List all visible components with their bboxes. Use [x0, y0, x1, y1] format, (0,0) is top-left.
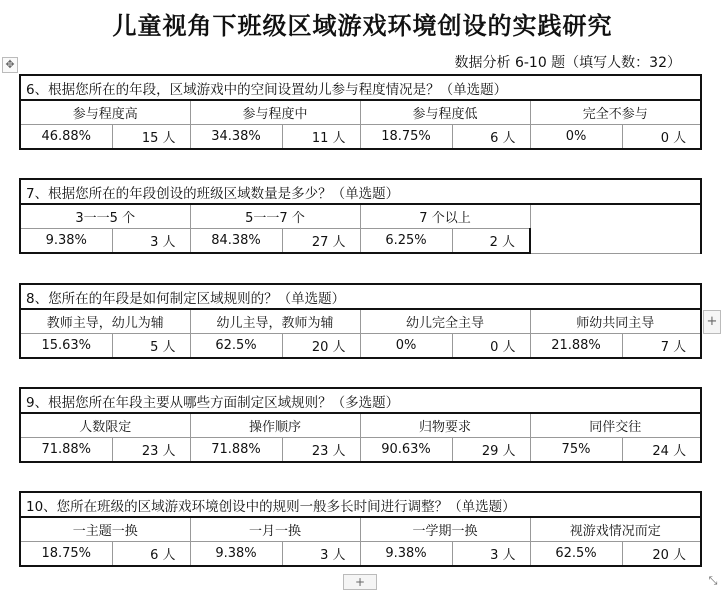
option-count: 27 人 — [282, 229, 360, 254]
question-table-9 — [19, 387, 702, 463]
option-percent: 75% — [530, 438, 622, 463]
option-count: 11 人 — [282, 125, 360, 150]
option-label: 视游戏情况而定 — [530, 517, 701, 542]
table-move-handle-icon[interactable]: ✥ — [2, 57, 18, 73]
option-label: 一月一换 — [190, 517, 360, 542]
option-count: 0 人 — [452, 334, 530, 359]
option-label: 参与程度高 — [20, 100, 190, 125]
option-percent: 84.38% — [190, 229, 282, 254]
question-text: 6、根据您所在的年段，区域游戏中的空间设置幼儿参与程度情况是？（单选题） — [20, 75, 701, 100]
option-count: 6 人 — [452, 125, 530, 150]
option-count: 20 人 — [622, 542, 701, 567]
option-label: 师幼共同主导 — [530, 309, 701, 334]
option-label: 教师主导，幼儿为辅 — [20, 309, 190, 334]
resize-handle-icon[interactable]: ⤡ — [708, 574, 718, 587]
question-text: 10、您所在班级的区域游戏环境创设中的规则一般多长时间进行调整？（单选题） — [20, 492, 701, 517]
option-percent: 0% — [360, 334, 452, 359]
add-column-button[interactable]: + — [703, 310, 721, 334]
page-title: 儿童视角下班级区域游戏环境创设的实践研究 — [112, 11, 613, 40]
option-percent: 71.88% — [20, 438, 112, 463]
option-count: 29 人 — [452, 438, 530, 463]
option-label: 一主题一换 — [20, 517, 190, 542]
option-label: 同伴交往 — [530, 413, 701, 438]
option-percent: 9.38% — [360, 542, 452, 567]
question-table-10 — [19, 491, 702, 567]
option-label: 幼儿完全主导 — [360, 309, 530, 334]
page-subtitle: 数据分析 6-10 题（填写人数：32） — [454, 55, 681, 71]
option-count: 5 人 — [112, 334, 190, 359]
option-count: 24 人 — [622, 438, 701, 463]
option-count: 23 人 — [282, 438, 360, 463]
option-percent: 21.88% — [530, 334, 622, 359]
option-label: 5一一7 个 — [190, 204, 360, 229]
option-label: 一学期一换 — [360, 517, 530, 542]
option-percent: 9.38% — [190, 542, 282, 567]
option-percent: 18.75% — [360, 125, 452, 150]
question-text: 8、您所在的年段是如何制定区域规则的？（单选题） — [20, 284, 701, 309]
option-percent: 62.5% — [190, 334, 282, 359]
question-table-8 — [19, 283, 702, 359]
question-text: 9、根据您所在年段主要从哪些方面制定区域规则？（多选题） — [20, 388, 701, 413]
empty-cell — [530, 204, 701, 253]
option-percent: 34.38% — [190, 125, 282, 150]
option-percent: 0% — [530, 125, 622, 150]
option-count: 20 人 — [282, 334, 360, 359]
option-count: 3 人 — [452, 542, 530, 567]
option-label: 归物要求 — [360, 413, 530, 438]
option-label: 参与程度低 — [360, 100, 530, 125]
option-label: 7 个以上 — [360, 204, 530, 229]
option-label: 操作顺序 — [190, 413, 360, 438]
option-count: 3 人 — [112, 229, 190, 254]
option-count: 6 人 — [112, 542, 190, 567]
option-label: 3一一5 个 — [20, 204, 190, 229]
option-percent: 62.5% — [530, 542, 622, 567]
add-row-button[interactable]: + — [343, 574, 377, 590]
option-percent: 6.25% — [360, 229, 452, 254]
option-label: 参与程度中 — [190, 100, 360, 125]
option-percent: 18.75% — [20, 542, 112, 567]
option-count: 0 人 — [622, 125, 701, 150]
option-percent: 90.63% — [360, 438, 452, 463]
option-count: 23 人 — [112, 438, 190, 463]
question-table-7 — [19, 178, 702, 254]
option-count: 15 人 — [112, 125, 190, 150]
question-table-6 — [19, 74, 702, 150]
option-count: 7 人 — [622, 334, 701, 359]
question-text: 7、根据您所在的年段创设的班级区域数量是多少？（单选题） — [20, 179, 701, 204]
option-percent: 9.38% — [20, 229, 112, 254]
option-count: 2 人 — [452, 229, 530, 254]
option-percent: 46.88% — [20, 125, 112, 150]
option-label: 幼儿主导，教师为辅 — [190, 309, 360, 334]
option-label: 人数限定 — [20, 413, 190, 438]
option-count: 3 人 — [282, 542, 360, 567]
option-label: 完全不参与 — [530, 100, 701, 125]
option-percent: 15.63% — [20, 334, 112, 359]
option-percent: 71.88% — [190, 438, 282, 463]
